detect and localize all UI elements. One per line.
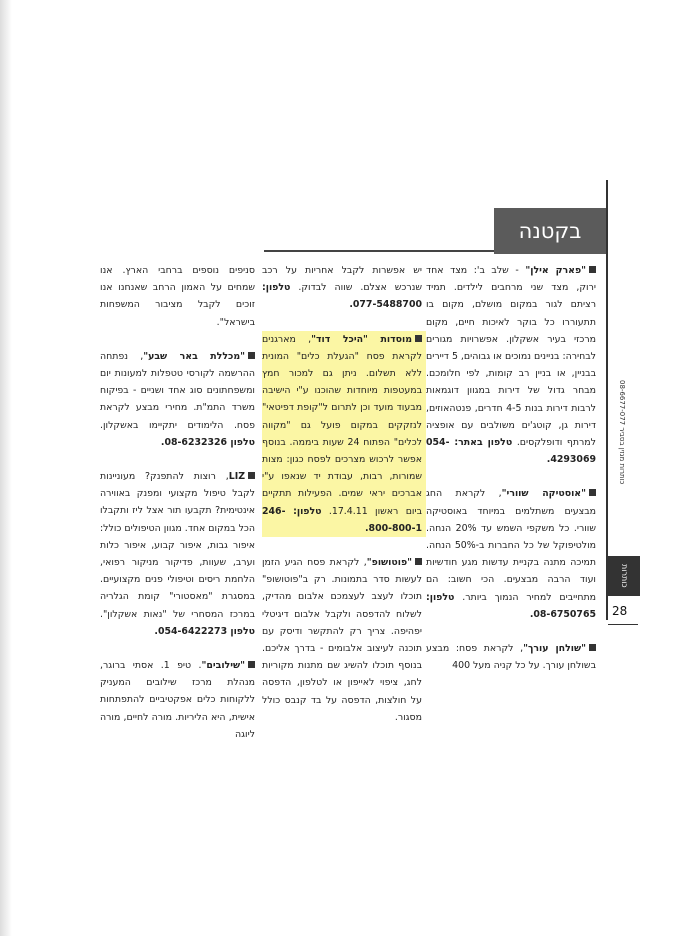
article-paragraph [100,468,255,640]
article-paragraph [262,262,422,314]
section-title: בקטנה [494,208,606,254]
article-subject: "פוטושופ" [366,557,412,569]
article-phone: טלפון באתר: 054-4293069. [426,437,596,466]
article-paragraph [426,640,596,674]
bullet-square-icon [248,472,255,479]
bullet-square-icon [248,661,255,668]
article-subject: LIZ [228,471,245,483]
article-paragraph [426,262,596,468]
article-subject: "אוסטיקה שוורי" [501,488,586,500]
article-text: , לקראת החג מבצעים משתלמים במיוחד באוסטיקה שוורי. כל משקפי השמש עד 20% הנחה. מולטיפוקל של כל החברות ב-50% הנחה. תמיכה מתנה בקניית עדשות מגע חודשיות ועוד הרבה מבצעים. הכי חשוב: הם מתחייבים למחיר הנמוך ביותר. [426,488,596,603]
article-paragraph [100,657,255,743]
article-text: , נפתחה ההרשמה לקורסי טטפלות למעונות יום ומשפחתונים סוג אחד ושניים - בפיקוח משרד התמ"ת. מחירי מבצע לקראת פסח. הלימודים יתקיימו באשקלון. [100,350,255,431]
page-number: 28 [612,604,628,618]
article-phone: טלפון: 246-800-800-1. [262,505,422,534]
article-phone: טלפון: 077-5488700. [262,282,422,311]
article-phone: טלפון 054-6422273. [154,625,255,637]
article-phone: טלפון 08-6232326. [160,436,255,448]
article-subject: "מכללת באר שבע" [143,350,245,362]
column-middle [262,262,422,743]
article-subject: מוסדות "היכל דוד" [311,333,412,345]
bullet-square-icon [589,644,596,651]
article-subject: "פארק אילן" [525,265,586,276]
article-paragraph [262,331,426,537]
page-edge-rule [606,180,608,620]
article-phone: טלפון: 08-6750765. [426,591,596,620]
article-paragraph [100,348,255,451]
article-paragraph [100,262,255,331]
bullet-square-icon [415,558,422,565]
article-text: , רוצות להתפנק? מעוניינות לקבל טיפול מקצועי ומפנק באווירה אינטימית? תקבעו תור אצל ליז ותקבלו הכל במקום אחד. מגוון הטיפולים כולל: איפור גבות, איפור קבוע, איפור כלות וערב, שעוות, פדיקור מניקור רפואי, הלחמת ריסים וטיפולי פנים מקצועיים. במסגרת "מאסטורי" קומת הגלריה במרכז המסחרי של "נאות אשקלון". [100,471,255,620]
column-left [100,262,255,760]
article-text: , לקראת פסח הגיע הזמן לעשות סדר בתמונות. רק ב"פוטושופ" תוכלו לעצב לעצמכם אלבום מהדיק, לשלוח להדפסה ולקבל אלבום דיגיטלי יפהיפה. צריך רק להתקשר ודיסק עם תוכנה לעיצוב אלבומים - בדרך אליכם. בנוסף תוכלו להשיג שם מתנות מקוריות לחג, ציפוי לאייפון או לטלפון, הדפסה על חולצות, הדפסה על בד קנבס כולל מסגור. [262,557,422,723]
footer-rule [608,624,638,625]
article-text: - שלב ב': מצד אחד ירוק, מצד שני מרחבים לילדים. תמיד רציתם לגור במקום מושלם, מקום בו תתעוררו כל בוקר לאיכות חיים, מקום מרכזי בעיר אשקלון. אפשרויות מגורים לבחירה: בניינים נמוכים או גבוהים, 5 דיירים בבניין, או בניין רב קומות, לפי חלומכם. מבחר גדול של דירות במגוון דוגמאות לרבות דירות בנות 4-5 חדרים, פנטהאוזים, דירות גן, קוטג'ים משולבים עם אופציה למרתף ודופלקסים. [426,265,596,449]
bullet-square-icon [589,266,596,273]
article-text: , לקראת פסח: מבצע בשולחן עורך. על כל קניה מעל 400 [426,643,596,672]
article-text: סניפים נוספים ברחבי הארץ. אנו שמחים על האמון הרחב שאנחנו אנו זוכים לקבל מציבור המשפחות בישראל". [100,265,255,328]
article-subject: "שילובים" [201,660,245,672]
column-right [426,262,596,691]
article-text: . טיפ 1. אסתי ברוגר, מנהלת מרכז שילובים המעניק ללקוחות כלים אפקטיביים להתפתחות אישית, היא הליריות. מורה לחיים, מורה ליוגה [100,660,255,740]
side-running-text: כותרות מגזין בסביר 08-6677-077 [618,380,626,485]
side-section-label: כותרות [608,556,640,596]
article-text: יש אפשרות לקבל אחריות על רכב שנרכש אצלם. שווה לבדוק. [262,265,423,294]
article-paragraph [262,554,422,726]
bullet-square-icon [415,335,422,342]
article-paragraph [426,485,596,623]
scan-edge-shadow [0,0,12,936]
article-subject: "שולחן עורך" [523,643,587,655]
bullet-square-icon [248,352,255,359]
bullet-square-icon [589,489,596,496]
article-text: , מארגנים לקראת פסח "הגעלת כלים" המונית ללא תשלום. ניתן גם למכור חמץ במעטפות מיוחדות שהוכנו ע"י הישיבה מבעוד מועד וכן לתרום ל"קופת דפיטאי" לנזקקים במקום פועל גם "מקווה לכלים" הפתוח 24 שעות ביממה. בנוסף אפשר לרכוש מצרכים לפסח כגון: מצות שמורות, רבות, עבודת יד שנאפו ע"י אברכים יראי שמים. הפעילות תתקיים ביום ראשון 17.4.11. [262,333,423,517]
